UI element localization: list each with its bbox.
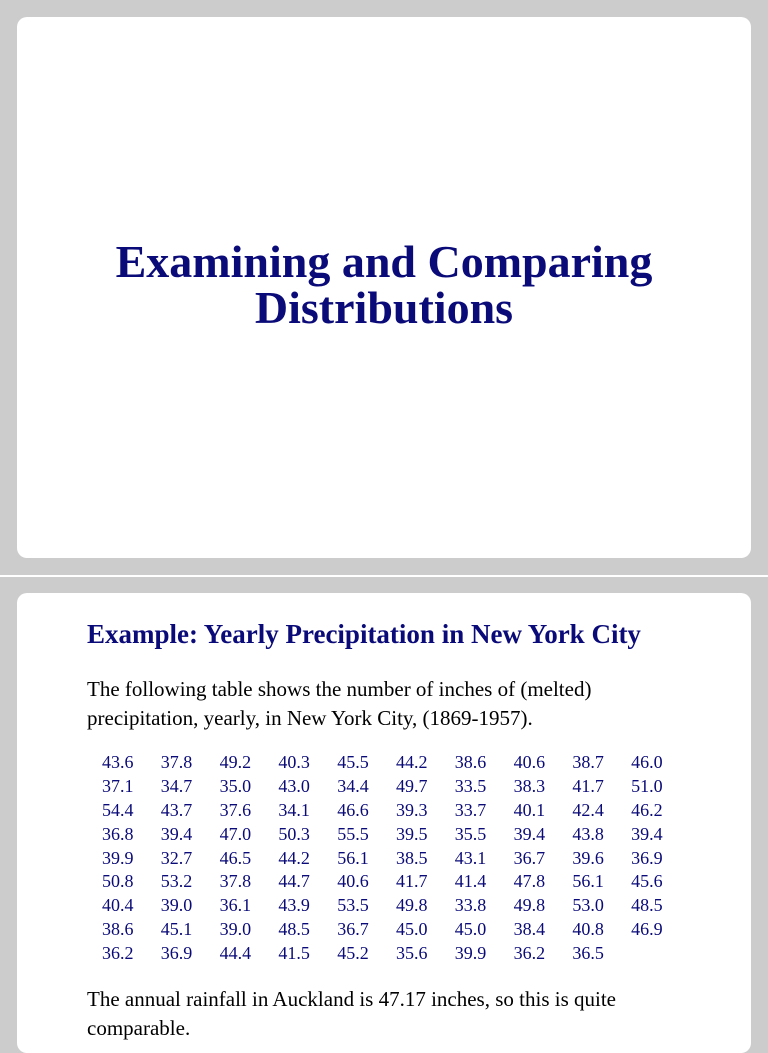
example-heading: Example: Yearly Precipitation in New York City [87, 619, 641, 649]
table-cell: 40.8 [572, 919, 604, 940]
table-cell: 39.5 [395, 823, 428, 844]
table-cell: 40.4 [102, 895, 134, 916]
table-cell: 38.5 [395, 847, 428, 868]
table-cell: 45.0 [395, 919, 428, 940]
example-closing: The annual rainfall in Auckland is 47.17 inches, so this is quite comparable. [87, 987, 616, 1040]
table-cell: 46.5 [219, 847, 252, 868]
table-cell: 49.8 [395, 895, 428, 916]
slide-title-line-1: Examining and Comparing [115, 236, 653, 287]
table-cell: 46.0 [631, 752, 663, 772]
table-cell: 39.4 [160, 823, 193, 844]
table-cell: 43.8 [572, 823, 604, 844]
table-cell: 36.9 [631, 847, 663, 868]
table-cell: 36.7 [337, 919, 369, 940]
table-cell: 33.5 [454, 775, 487, 796]
table-cell: 50.8 [102, 871, 134, 892]
table-cell: 43.0 [278, 775, 310, 796]
table-cell: 50.3 [278, 823, 310, 844]
table-cell: 44.4 [219, 943, 252, 964]
table-cell: 41.7 [395, 871, 428, 892]
table-cell: 46.2 [631, 799, 663, 820]
table-cell: 39.9 [102, 847, 134, 868]
table-cell: 45.6 [631, 871, 663, 892]
table-cell: 36.2 [513, 943, 546, 964]
table-cell: 41.4 [454, 871, 487, 892]
table-cell: 35.6 [395, 943, 428, 964]
slide-divider [0, 575, 768, 577]
title-slide [17, 17, 751, 558]
table-cell: 36.5 [572, 943, 604, 964]
table-cell: 53.2 [160, 871, 193, 892]
table-cell: 38.6 [102, 919, 134, 940]
table-cell: 43.9 [278, 895, 310, 916]
table-cell: 46.9 [631, 919, 663, 940]
table-cell: 39.0 [219, 919, 252, 940]
table-cell: 35.5 [454, 823, 487, 844]
table-cell: 40.1 [513, 799, 546, 820]
table-cell: 45.2 [337, 943, 369, 964]
table-cell: 44.7 [278, 871, 310, 892]
table-cell: 42.4 [572, 799, 604, 820]
table-cell: 39.3 [395, 799, 428, 820]
table-cell: 40.6 [337, 871, 369, 892]
table-cell: 39.0 [160, 895, 193, 916]
table-cell: 39.4 [513, 823, 546, 844]
table-cell: 34.1 [278, 799, 310, 820]
table-cell: 44.2 [278, 847, 310, 868]
table-cell: 40.6 [513, 752, 546, 772]
table-cell: 41.5 [278, 943, 310, 964]
table-cell: 40.3 [278, 752, 310, 772]
table-cell: 32.7 [160, 847, 193, 868]
table-cell: 33.7 [454, 799, 487, 820]
table-cell: 34.4 [337, 775, 369, 796]
table-cell: 43.1 [454, 847, 487, 868]
table-cell: 34.7 [160, 775, 193, 796]
table-cell: 38.3 [513, 775, 546, 796]
table-cell: 45.1 [160, 919, 193, 940]
table-cell: 36.2 [102, 943, 134, 964]
precipitation-table [102, 751, 690, 966]
table-cell: 48.5 [631, 895, 663, 916]
table-cell: 37.6 [219, 799, 252, 820]
table-cell: 39.4 [631, 823, 663, 844]
example-slide [17, 593, 751, 1053]
table-cell: 37.8 [219, 871, 252, 892]
table-cell: 46.6 [337, 799, 369, 820]
slide-title-line-2: Distributions [254, 282, 514, 333]
table-cell: 48.5 [278, 919, 310, 940]
table-cell: 47.8 [513, 871, 546, 892]
slide-title [17, 236, 751, 333]
table-cell: 53.0 [572, 895, 604, 916]
table-cell: 45.0 [454, 919, 487, 940]
table-cell: 37.1 [102, 775, 134, 796]
table-cell: 38.4 [513, 919, 546, 940]
table-cell: 39.6 [572, 847, 604, 868]
table-cell: 38.7 [572, 752, 604, 772]
table-cell: 47.0 [219, 823, 252, 844]
table-cell: 36.9 [160, 943, 193, 964]
table-cell: 38.6 [454, 752, 487, 772]
table-cell: 54.4 [102, 799, 134, 820]
table-cell: 44.2 [395, 752, 428, 772]
table-cell: 41.7 [572, 775, 604, 796]
table-cell: 45.5 [337, 752, 369, 772]
table-cell: 36.1 [219, 895, 252, 916]
table-cell: 49.2 [219, 752, 252, 772]
table-cell: 36.7 [513, 847, 546, 868]
table-cell: 39.9 [454, 943, 487, 964]
table-cell: 56.1 [572, 871, 604, 892]
table-cell: 37.8 [160, 752, 193, 772]
table-cell: 33.8 [454, 895, 487, 916]
table-cell: 43.6 [102, 752, 134, 772]
table-cell: 55.5 [337, 823, 369, 844]
table-cell: 36.8 [102, 823, 134, 844]
table-cell: 56.1 [337, 847, 369, 868]
table-cell: 53.5 [337, 895, 369, 916]
table-cell: 51.0 [631, 775, 663, 796]
table-cell: 49.7 [395, 775, 428, 796]
example-intro: The following table shows the number of inches of (melted) precipitation, yearly, in New York City, (1869-1957). [87, 677, 592, 730]
table-cell: 43.7 [160, 799, 193, 820]
table-cell: 35.0 [219, 775, 252, 796]
table-cell: 49.8 [513, 895, 546, 916]
